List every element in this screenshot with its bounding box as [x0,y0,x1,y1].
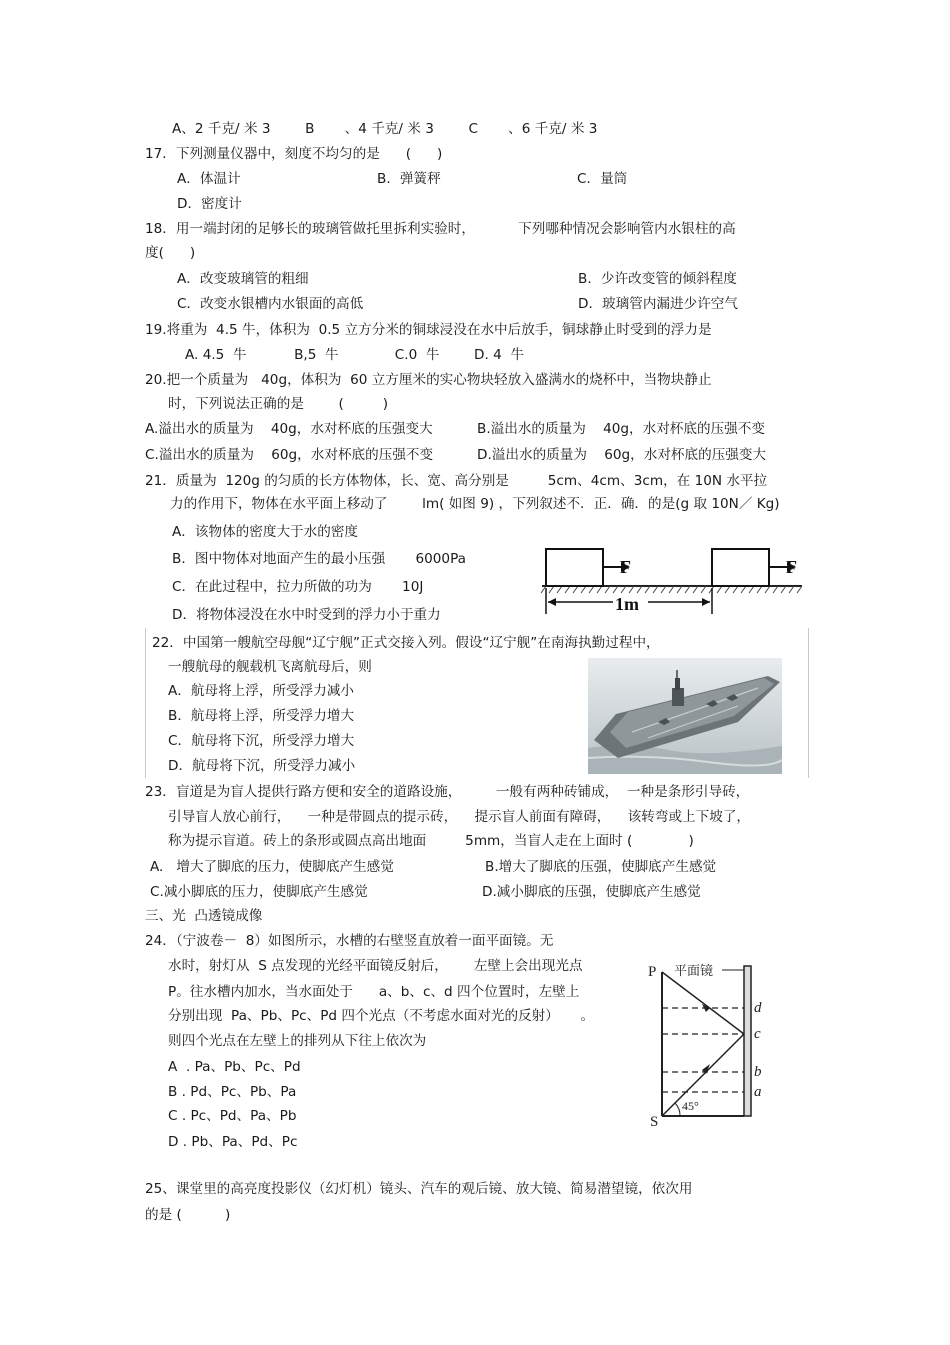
angle-label: 45° [682,1099,699,1113]
q17-option-c: C．量筒 [577,171,628,187]
q22-option-a: A．航母将上浮，所受浮力减小 [168,683,355,699]
point-s-label: S [650,1114,659,1130]
force-label-1: F [620,557,631,577]
q24-stem-line1: 24．（宁波卷－ 8）如图所示，水槽的右壁竖直放着一面平面镜。无 [145,933,554,949]
q24-option-a: A . Pa、Pb、Pc、Pd [168,1059,301,1075]
block-end [712,549,769,586]
q17-stem: 17．下列测量仪器中，刻度不均匀的是 ( ) [145,146,443,162]
q24-stem-line5: 则四个光点在左壁上的排列从下往上依次为 [168,1033,427,1049]
q18-option-c: C．改变水银槽内水银面的高低 [177,296,364,312]
q17-option-d: D．密度计 [177,196,242,212]
q24-mirror-figure [644,958,774,1130]
plane-mirror [744,966,751,1116]
q23-option-c: C.减小脚底的压力，使脚底产生感觉 [150,884,368,900]
q21-stem-line2: 力的作用下，物体在水平面上移动了 lm( 如图 9) ，下列叙述不．正．确．的是(g 取 10N／ Kg) [170,496,780,512]
q22-stem-line2: 一艘航母的舰载机飞离航母后，则 [168,659,372,675]
q21-option-d: D．将物体浸没在水中时受到的浮力小于重力 [172,607,441,623]
q23-option-a: A. 增大了脚底的压力，使脚底产生感觉 [150,859,394,875]
q20-option-b: B.溢出水的质量为 40g，水对杯底的压强不变 [477,421,765,437]
q24-stem-line3: P。往水槽内加水，当水面处于 a、b、c、d 四个位置时，左壁上 [168,984,580,1000]
q19-options: A. 4.5 牛 B,5 牛 C.0 牛 D. 4 牛 [185,347,525,363]
level-b-label: b [754,1064,762,1080]
section-three-heading: 三、光 凸透镜成像 [145,908,263,924]
q17-option-a: A．体温计 [177,171,241,187]
level-d-label: d [754,1000,762,1016]
q24-stem-line4: 分别出现 Pa、Pb、Pc、Pd 四个光点（不考虑水面对光的反射） 。 [168,1008,595,1024]
q23-stem-line2: 引导盲人放心前行， 一种是带圆点的提示砖， 提示盲人前面有障碍， 该转弯或上下坡了， [168,809,751,825]
level-c-label: c [754,1026,761,1042]
q16-options: A、2 千克/ 米 3 B 、4 千克/ 米 3 C 、6 千克/ 米 3 [172,121,598,137]
q20-stem-line2: 时，下列说法正确的是 ( ) [168,396,389,412]
q18-option-d: D．玻璃管内漏进少许空气 [578,296,738,312]
q24-option-d: D . Pb、Pa、Pd、Pc [168,1134,298,1150]
q21-force-figure [538,538,808,620]
q18-stem-line1: 18．用一端封闭的足够长的玻璃管做托里拆利实验时， 下列哪种情况会影响管内水银柱的高 [145,221,736,237]
q21-option-c: C．在此过程中，拉力所做的功为 10J [172,579,424,595]
q25-stem-line2: 的是 ( ) [145,1207,231,1223]
mirror-label: 平面镜 [674,964,714,979]
q22-option-d: D．航母将下沉，所受浮力减小 [168,758,356,774]
q23-stem-line3: 称为提示盲道。砖上的条形或圆点高出地面 5mm，当盲人走在上面时 ( ) [168,833,694,849]
distance-label: 1m [615,594,639,614]
level-a-label: a [754,1084,762,1100]
q22-option-c: C．航母将下沉，所受浮力增大 [168,733,355,749]
aircraft-carrier-photo [588,658,782,774]
q23-option-b: B.增大了脚底的压强，使脚底产生感觉 [485,859,717,875]
q17-option-b: B．弹簧秤 [377,171,441,187]
q19-stem: 19.将重为 4.5 牛，体积为 0.5 立方分米的铜球浸没在水中后放手，铜球静止时受到的浮力是 [145,322,712,338]
q22-option-b: B．航母将上浮，所受浮力增大 [168,708,355,724]
q20-option-a: A.溢出水的质量为 40g，水对杯底的压强变大 [145,421,433,437]
q24-option-c: C . Pc、Pd、Pa、Pb [168,1108,297,1124]
q18-option-b: B．少许改变管的倾斜程度 [578,271,737,287]
q21-option-b: B．图中物体对地面产生的最小压强 6000Pa [172,551,466,567]
q21-option-a: A．该物体的密度大于水的密度 [172,524,359,540]
q20-stem-line1: 20.把一个质量为 40g，体积为 60 立方厘米的实心物块轻放入盛满水的烧杯中，当物块静止 [145,372,712,388]
q20-option-c: C.溢出水的质量为 60g，水对杯底的压强不变 [145,447,434,463]
q23-stem-line1: 23．盲道是为盲人提供行路方便和安全的道路设施， 一般有两种砖铺成， 一种是条形引导砖， [145,784,750,800]
q25-stem-line1: 25、课堂里的高亮度投影仪（幻灯机）镜头、汽车的观后镜、放大镜、简易潜望镜，依次用 [145,1181,693,1197]
q18-option-a: A．改变玻璃管的粗细 [177,271,309,287]
q24-option-b: B . Pd、Pc、Pb、Pa [168,1084,297,1100]
q22-stem-line1: 22．中国第一艘航空母舰“辽宁舰”正式交接入列。假设“辽宁舰”在南海执勤过程中， [152,635,660,651]
block-start [546,549,603,586]
q18-stem-line2: 度( ) [145,245,196,261]
q21-stem-line1: 21．质量为 120g 的匀质的长方体物体，长、宽、高分别是 5cm、4cm、3cm，在 10N 水平拉 [145,473,768,489]
q24-stem-line2: 水时，射灯从 S 点发现的光经平面镜反射后， 左壁上会出现光点 [168,958,583,974]
q23-option-d: D.减小脚底的压强，使脚底产生感觉 [482,884,701,900]
force-label-2: F [786,557,797,577]
q20-option-d: D.溢出水的质量为 60g，水对杯底的压强变大 [477,447,767,463]
point-p-label: P [648,964,657,980]
